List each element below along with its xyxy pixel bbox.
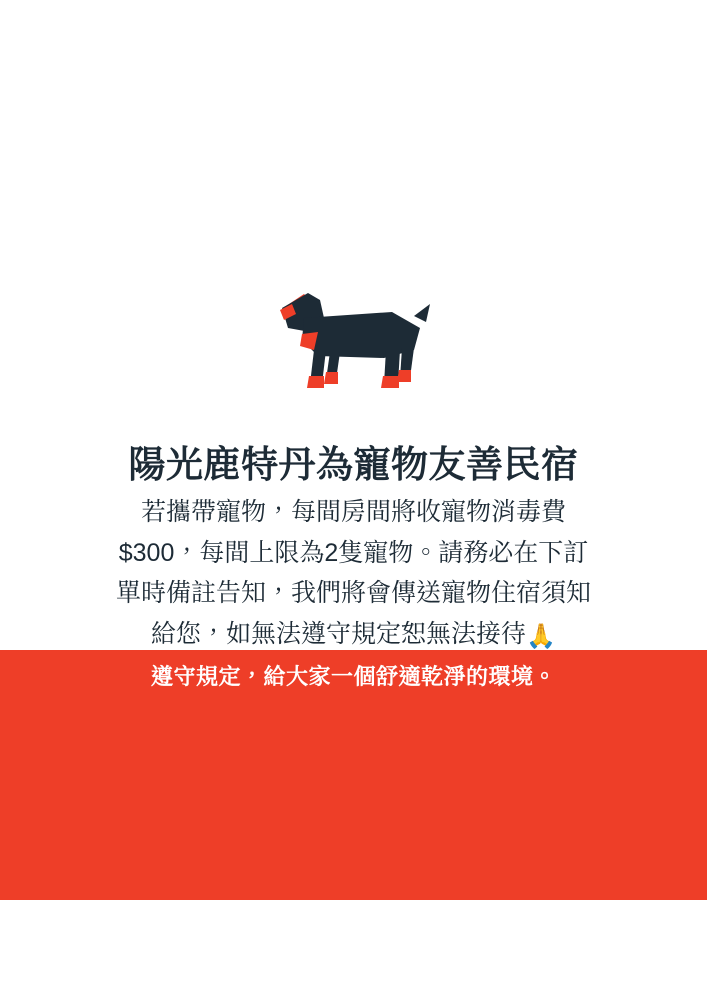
banner-inner: [0, 650, 707, 900]
dog-illustration: [0, 288, 707, 408]
dog-paw-back: [381, 376, 399, 388]
dog-paw-back-2: [397, 370, 411, 382]
banner-text: 遵守規定，給大家一個舒適乾淨的環境。: [150, 664, 556, 689]
praying-hands-icon: 🙏: [526, 622, 556, 650]
body-line-2: $300，每間上限為2隻寵物。請務必在下訂: [118, 538, 589, 567]
rottweiler-dog-icon: [274, 288, 434, 408]
banner-block: [0, 650, 707, 900]
body-paragraph: [0, 492, 707, 656]
dog-tail: [414, 304, 430, 322]
dog-paw-front-2: [324, 372, 338, 384]
page-title: 陽光鹿特丹為寵物友善民宿: [128, 443, 579, 485]
body-line-1: 若攜帶寵物，每間房間將收寵物消毒費: [140, 498, 566, 526]
body-line-4-text: 給您，如無法遵守規定恕無法接待: [151, 619, 527, 648]
dog-paw-front: [307, 376, 324, 388]
body-line-3: 單時備註告知，我們將會傳送寵物住宿須知: [115, 579, 591, 607]
